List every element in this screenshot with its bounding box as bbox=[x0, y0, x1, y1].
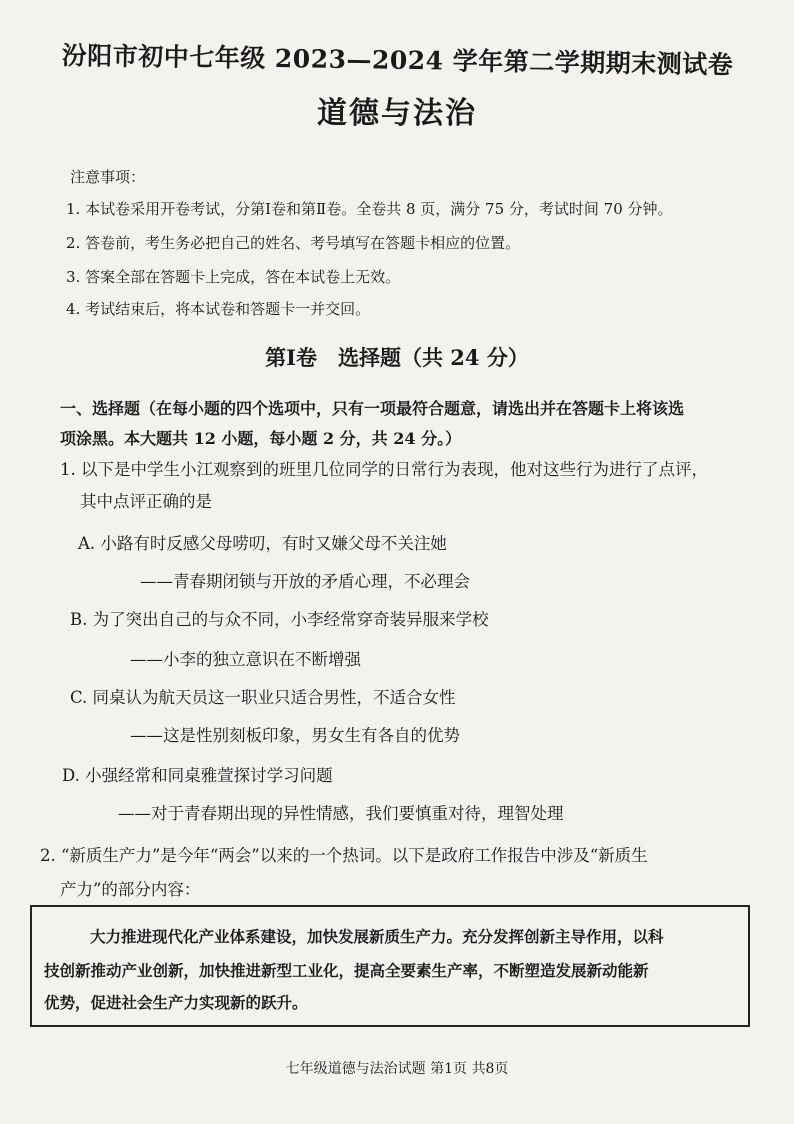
option-a: A. 小路有时反感父母唠叨，有时又嫌父母不关注她 bbox=[78, 534, 447, 553]
question-2-stem: 2. “新质生产力”是今年“两会”以来的一个热词。以下是政府工作报告中涉及“新质生 bbox=[40, 846, 648, 865]
exam-title: 汾阳市初中七年级 2023—2024 学年第二学期期末测试卷 bbox=[61, 40, 734, 80]
section-title: 第Ⅰ卷 选择题（共 24 分） bbox=[265, 345, 529, 370]
notice-heading: 注意事项： bbox=[70, 168, 146, 186]
section-instruction: 项涂黑。本大题共 12 小题，每小题 2 分，共 24 分。） bbox=[60, 429, 462, 448]
section-instruction: 一、选择题（在每小题的四个选项中，只有一项最符合题意，请选出并在答题卡上将该选 bbox=[60, 399, 685, 418]
bleed-through-text bbox=[330, 150, 344, 170]
subject-title: 道德与法治 bbox=[317, 96, 477, 131]
notice-item: 2. 答卷前，考生务必把自己的姓名、考号填写在答题卡相应的位置。 bbox=[66, 234, 521, 252]
notice-item: 1. 本试卷采用开卷考试，分第Ⅰ卷和第Ⅱ卷。全卷共 8 页，满分 75 分，考试时间 70 分钟。 bbox=[66, 200, 673, 218]
question-1-stem: 其中点评正确的是 bbox=[80, 492, 212, 511]
notice-item: 4. 考试结束后，将本试卷和答题卡一并交回。 bbox=[66, 300, 371, 318]
option-b-comment: ——小李的独立意识在不断增强 bbox=[130, 650, 361, 669]
quote-line: 优势，促进社会生产力实现新的跃升。 bbox=[44, 994, 308, 1012]
question-2-stem: 产力”的部分内容： bbox=[60, 880, 201, 899]
option-c: C. 同桌认为航天员这一职业只适合男性，不适合女性 bbox=[70, 688, 456, 707]
option-a-comment: ——青春期闭锁与开放的矛盾心理，不必理会 bbox=[140, 572, 470, 591]
question-1-stem: 1. 以下是中学生小江观察到的班里几位同学的日常行为表现，他对这些行为进行了点评， bbox=[60, 460, 708, 479]
option-b: B. 为了突出自己的与众不同，小李经常穿奇装异服来学校 bbox=[70, 610, 489, 629]
quote-line: 技创新推动产业创新，加快推进新型工业化，提高全要素生产率，不断塑造发展新动能新 bbox=[44, 962, 649, 980]
quote-box bbox=[30, 905, 750, 1027]
quote-line: 大力推进现代化产业体系建设，加快发展新质生产力。充分发挥创新主导作用，以科 bbox=[90, 928, 664, 946]
page-footer: 七年级道德与法治试题 第1页 共8页 bbox=[285, 1061, 509, 1077]
option-c-comment: ——这是性别刻板印象，男女生有各自的优势 bbox=[130, 726, 460, 745]
notice-item: 3. 答案全部在答题卡上完成，答在本试卷上无效。 bbox=[66, 268, 401, 286]
option-d: D. 小强经常和同桌雅萱探讨学习问题 bbox=[62, 766, 333, 785]
option-d-comment: ——对于青春期出现的异性情感，我们要慎重对待，理智处理 bbox=[118, 804, 564, 823]
